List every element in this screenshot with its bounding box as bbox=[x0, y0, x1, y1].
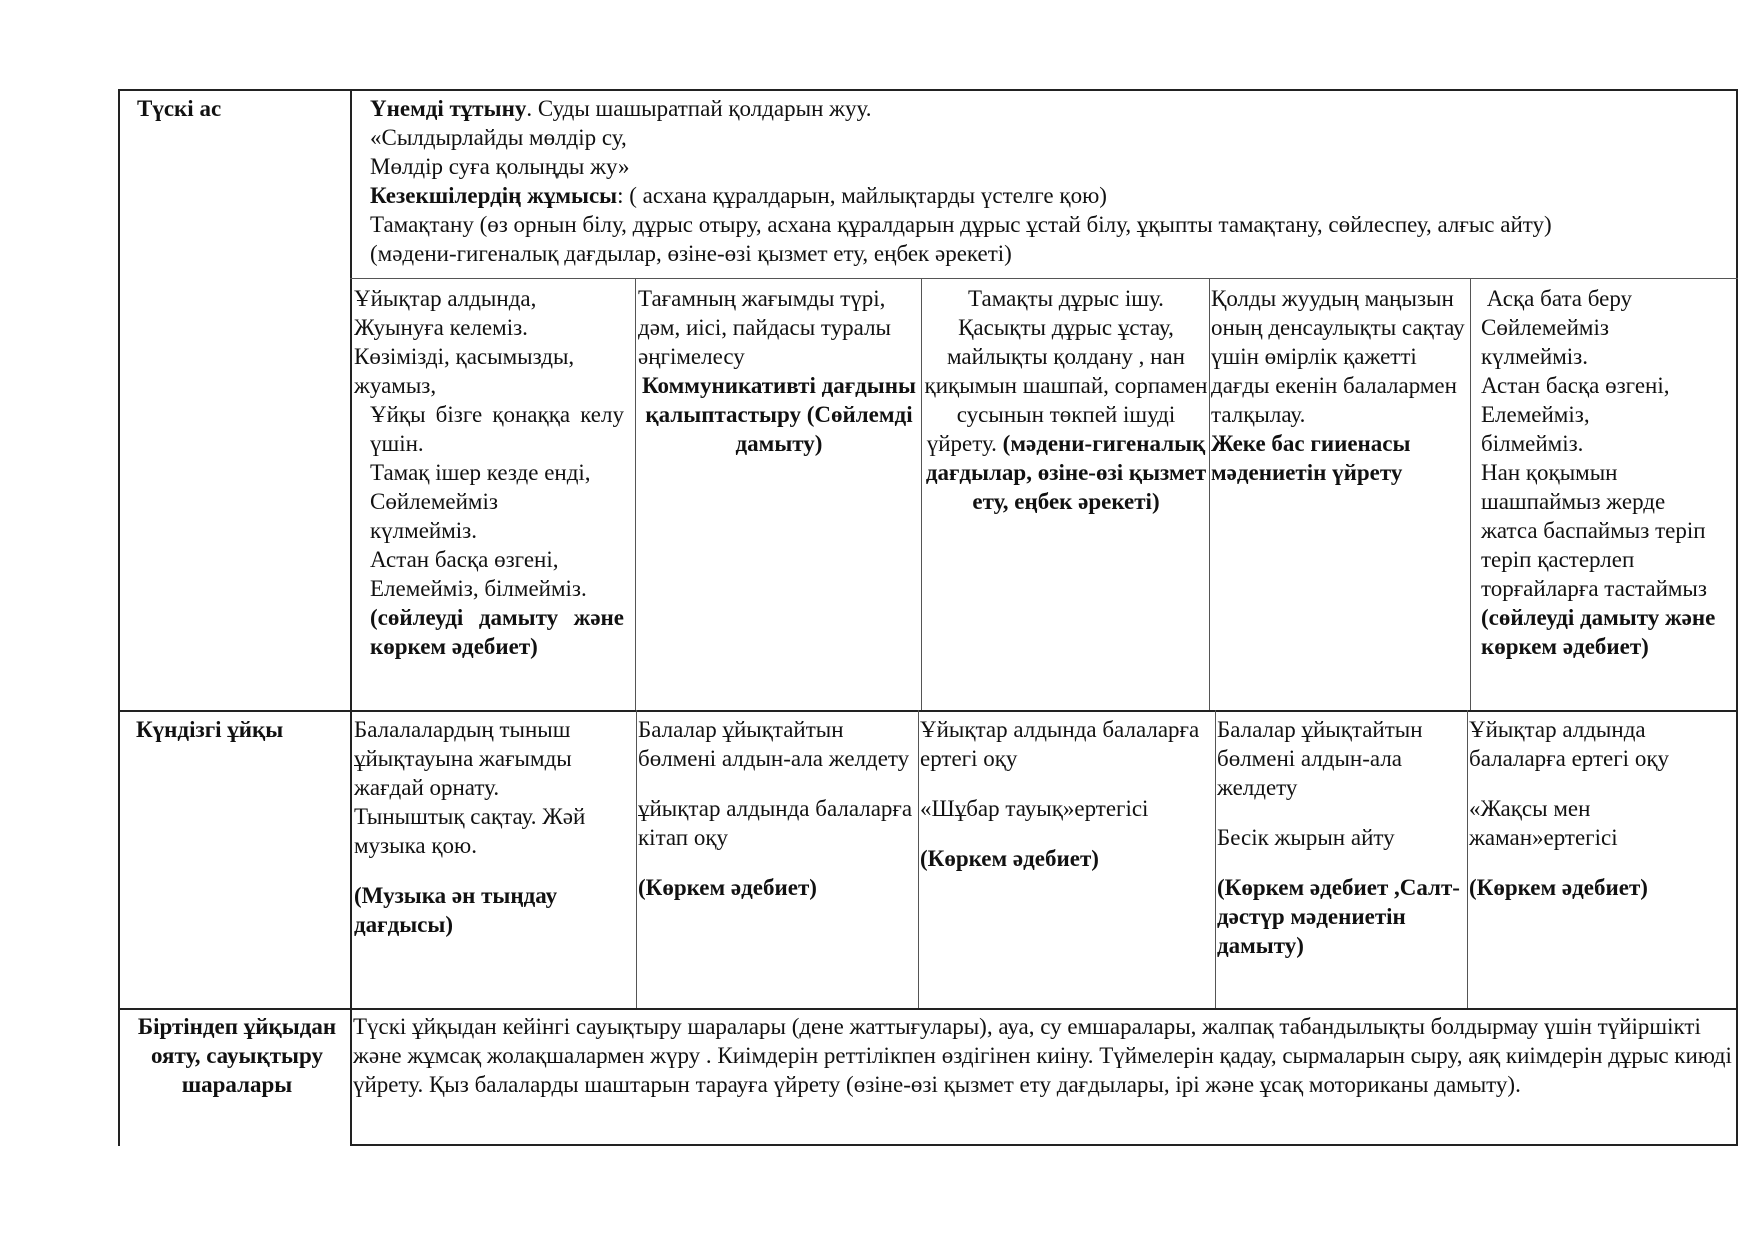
nap-col-divider-4 bbox=[1467, 710, 1468, 1008]
nap-col-4-skill: (Көркем әдебиет ,Салт-дәстүр мәдениетін дамыту) bbox=[1217, 875, 1460, 958]
lunch-col-4-skill: Жеке бас гииенасы мәдениетін үйрету bbox=[1211, 431, 1411, 485]
lunch-col-1-verse: Ұйқы бізге қонаққа келу үшін. bbox=[370, 402, 624, 456]
nap-col-5-text-2: «Жақсы мен жаман»ертегісі bbox=[1469, 796, 1618, 850]
lunch-col-2 bbox=[638, 284, 920, 458]
lunch-intro-verse-1: «Сылдырлайды мөлдір су, bbox=[370, 125, 627, 150]
nap-col-divider-2 bbox=[918, 710, 919, 1008]
nap-col-2-text-2: ұйықтар алдында балаларға кітап оқу bbox=[638, 796, 913, 850]
nap-col-5-skill: (Көркем әдебиет) bbox=[1469, 875, 1648, 900]
lunch-col-divider-4 bbox=[1470, 278, 1471, 710]
nap-col-2-text: Балалар ұйықтайтын бөлмені алдын-ала желдету bbox=[638, 717, 910, 771]
eating-rules-skills: (мәдени-гигеналық дағдылар, өзіне-өзі қызмет ету, еңбек әрекеті) bbox=[370, 241, 1012, 266]
duty-text: : ( асхана құралдарын, майлықтарды үстелге қою) bbox=[617, 183, 1107, 208]
lunch-col-5-skill: (сөйлеуді дамыту және көркем әдебиет) bbox=[1481, 605, 1716, 659]
lunch-col-5 bbox=[1481, 284, 1726, 661]
lunch-col-2-text: Тағамның жағымды түрі, дәм, иісі, пайдасы туралы әңгімелесу bbox=[638, 286, 891, 369]
nap-col-divider-1 bbox=[636, 710, 637, 1008]
lunch-intro-divider bbox=[350, 278, 1738, 279]
wake-bottom-border bbox=[350, 1144, 1738, 1146]
nap-col-1-skill: (Музыка ән тыңдау дағдысы) bbox=[354, 883, 558, 937]
nap-col-5 bbox=[1469, 715, 1731, 902]
nap-col-1-text: Балалалардың тыныш ұйықтауына жағымды жағдай орнату. Тыныштық сақтау. Жәй музыка қою. bbox=[354, 717, 586, 858]
nap-col-3-text-2: «Шұбар тауық»ертегісі bbox=[920, 796, 1149, 821]
lunch-col-3-text: Тамақты дұрыс ішу. Қасықты дұрыс ұстау, майлықты қолдану , нан қиқымын шашпай, сорпамен сусынын төкпей ішуді үйрету. bbox=[924, 286, 1208, 456]
lunch-col-4 bbox=[1211, 284, 1469, 487]
nap-col-5-text: Ұйықтар алдында балаларға ертегі оқу bbox=[1469, 717, 1669, 771]
lunch-col-1-verse-2: Елемейміз, білмейміз. bbox=[370, 576, 587, 601]
nap-col-2-skill: (Көркем әдебиет) bbox=[638, 875, 817, 900]
table-right-border bbox=[1736, 89, 1738, 1146]
lunch-intro bbox=[370, 94, 1730, 268]
wake-activities-text: Түскі ұйқыдан кейінгі сауықтыру шаралары (дене жаттығулары), ауа, су емшаралары, жалпақ табандылықты болдырмау үшін түйіршікті және жұмсақ жолақшалармен жүру . Киімдерін реттілікпен өздігінен киіну. Түймелерін қадау, сырмаларын сыру, аяқ киімдерін дұрыс киюді үйрету. Қыз балаларды шаштарын тарауға үйрету (өзіне-өзі қызмет ету дағдылары, ірі және ұсақ моториканы дамыту). bbox=[353, 1014, 1732, 1097]
lunch-col-5-title: Асқа бата беру bbox=[1481, 286, 1633, 311]
row-divider-nap bbox=[118, 710, 1738, 712]
row-label-lunch: Түскі ас bbox=[137, 96, 222, 121]
lunch-col-2-skill: Коммуникативті дағдыны қалыптастыру (Сөйлемді дамыту) bbox=[642, 373, 916, 456]
nap-col-divider-3 bbox=[1215, 710, 1216, 1008]
nap-col-3-text: Ұйықтар алдында балаларға ертегі оқу bbox=[920, 717, 1200, 771]
nap-col-4 bbox=[1217, 715, 1463, 960]
lunch-col-1-skill: (сөйлеуді дамыту және көркем әдебиет) bbox=[370, 605, 624, 659]
lunch-col-3 bbox=[922, 284, 1210, 516]
lunch-col-5-text: Сөйлемейміз күлмейміз. Астан басқа өзгені, Елемейміз, білмейміз. Нан қоқымын шашпаймыз жерде жатса баспаймыз теріп теріп қастерлеп торғайларға тастаймыз bbox=[1481, 315, 1707, 601]
label-column-divider bbox=[350, 89, 352, 1146]
lunch-col-4-text: Қолды жуудың маңызын оның денсаулықты сақтау үшін өмірлік қажетті дағды екенін балалармен талқылау. bbox=[1211, 286, 1465, 427]
lunch-col-1-text-2: Тамақ ішер кезде енді, Сөйлемейміз күлмейміз. Астан басқа өзгені, bbox=[370, 460, 591, 572]
table-top-border bbox=[118, 89, 1738, 91]
lunch-intro-text: . Суды шашыратпай қолдарын жуу. bbox=[526, 96, 872, 121]
nap-col-4-text: Балалар ұйықтайтын бөлмені алдын-ала желдету bbox=[1217, 717, 1423, 800]
nap-col-3 bbox=[920, 715, 1210, 873]
row-divider-wake bbox=[118, 1008, 1738, 1010]
lunch-intro-verse-2: Мөлдір суға қолыңды жу» bbox=[370, 154, 630, 179]
eating-rules-text: Тамақтану (өз орнын білу, дұрыс отыру, асхана құралдарын дұрыс ұстай білу, ұқыпты тамақтану, сөйлеспеу, алғыс айту) bbox=[370, 212, 1552, 237]
nap-col-1 bbox=[354, 715, 632, 939]
nap-col-3-skill: (Көркем әдебиет) bbox=[920, 846, 1099, 871]
lunch-intro-heading: Үнемді тұтыну bbox=[370, 96, 527, 121]
lunch-col-divider-1 bbox=[635, 278, 636, 710]
lunch-col-1 bbox=[354, 284, 624, 661]
lunch-col-3-skill: (мәдени-гигеналық дағдылар, өзіне-өзі қызмет ету, еңбек әрекеті) bbox=[925, 431, 1207, 514]
row-label-wake: Біртіндеп ұйқыдан ояту, сауықтыру шаралары bbox=[137, 1014, 337, 1097]
duty-heading: Кезекшілердің жұмысы bbox=[370, 183, 618, 208]
table-left-border bbox=[118, 89, 120, 1146]
lunch-col-1-text: Ұйықтар алдында, Жуынуға келеміз. Көзімізді, қасымызды, жуамыз, bbox=[354, 286, 575, 398]
nap-col-4-text-2: Бесік жырын айту bbox=[1217, 825, 1395, 850]
nap-col-2 bbox=[638, 715, 914, 902]
row-label-nap: Күндізгі ұйқы bbox=[136, 717, 284, 742]
